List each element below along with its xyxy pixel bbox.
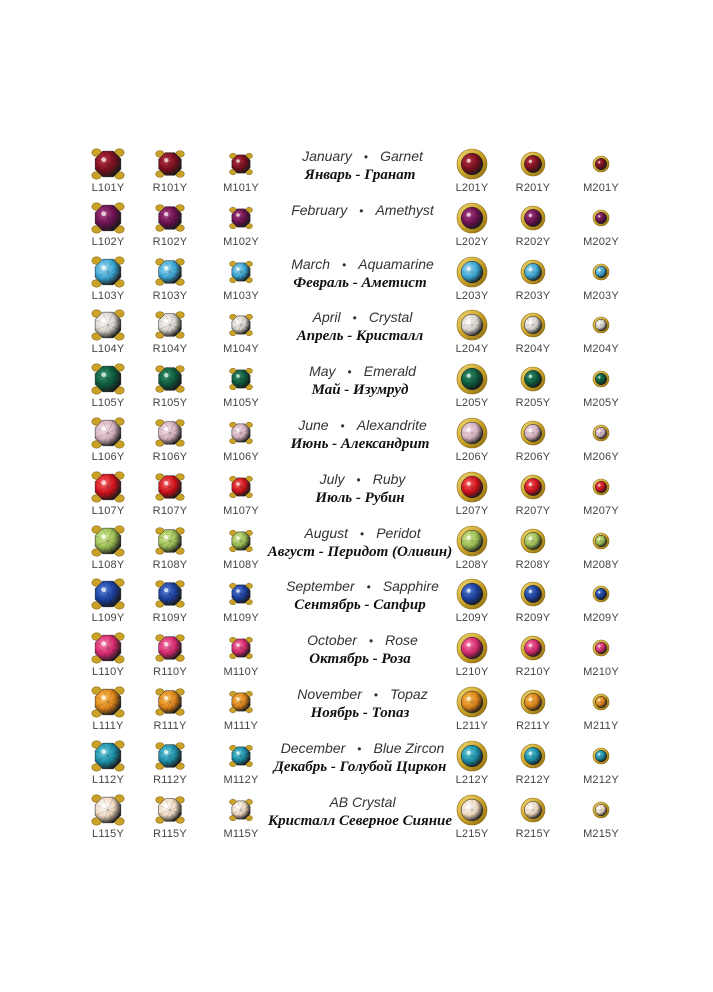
product-code: L215Y xyxy=(455,828,489,840)
stud-item[interactable] xyxy=(140,258,200,312)
month-name: June xyxy=(298,417,329,433)
stud-item[interactable] xyxy=(503,419,563,473)
stud-item[interactable] xyxy=(571,473,631,527)
separator-dot: • xyxy=(340,419,345,433)
product-code: R215Y xyxy=(515,828,551,840)
product-code: R202Y xyxy=(515,236,551,248)
product-code: L211Y xyxy=(456,720,488,732)
stud-item[interactable] xyxy=(571,365,631,419)
product-code: L205Y xyxy=(455,397,489,409)
product-code: L212Y xyxy=(455,774,489,786)
product-code: L109Y xyxy=(91,612,125,624)
stud-item[interactable] xyxy=(503,204,563,258)
separator-dot: • xyxy=(352,311,357,325)
product-code: L206Y xyxy=(455,451,489,463)
stud-item[interactable] xyxy=(78,365,138,419)
english-label xyxy=(265,578,460,594)
product-code: M109Y xyxy=(223,612,259,624)
prong-stud-icon xyxy=(88,363,128,397)
stud-item[interactable] xyxy=(78,796,138,850)
russian-label: Август - Перидот (Оливин) xyxy=(267,544,453,560)
stud-item[interactable] xyxy=(571,796,631,850)
product-code: M101Y xyxy=(223,182,259,194)
stud-item[interactable] xyxy=(140,527,200,581)
stud-item[interactable] xyxy=(503,258,563,312)
bezel-stud-icon xyxy=(581,471,621,505)
separator-dot: • xyxy=(366,580,371,594)
month-name: AB Crystal xyxy=(329,794,396,810)
stud-item[interactable] xyxy=(78,688,138,742)
product-code: M215Y xyxy=(583,828,619,840)
prong-stud-icon xyxy=(88,417,128,451)
bezel-stud-icon xyxy=(581,740,621,774)
product-code: R207Y xyxy=(515,505,551,517)
product-code: L208Y xyxy=(455,559,489,571)
bezel-stud-icon xyxy=(581,309,621,343)
product-code: M110Y xyxy=(223,666,259,678)
product-code: R106Y xyxy=(152,451,188,463)
prong-stud-icon xyxy=(88,740,128,774)
prong-stud-icon xyxy=(150,417,190,451)
month-name: April xyxy=(312,309,341,325)
prong-stud-icon xyxy=(88,148,128,182)
prong-stud-icon xyxy=(150,309,190,343)
stone-name: Aquamarine xyxy=(358,256,434,272)
stud-item[interactable] xyxy=(140,688,200,742)
bezel-stud-icon xyxy=(513,794,553,828)
stud-item[interactable] xyxy=(503,311,563,365)
product-code: M203Y xyxy=(583,290,619,302)
prong-stud-icon xyxy=(88,578,128,612)
product-code: R206Y xyxy=(515,451,551,463)
prong-stud-icon xyxy=(150,202,190,236)
prong-stud-icon xyxy=(150,578,190,612)
product-code: M102Y xyxy=(223,236,259,248)
russian-label: Май - Изумруд xyxy=(311,382,409,398)
russian-label: Октябрь - Роза xyxy=(309,651,411,667)
month-name: August xyxy=(304,525,349,541)
product-code: R201Y xyxy=(515,182,551,194)
product-code: R110Y xyxy=(153,666,187,678)
product-code: L209Y xyxy=(455,612,489,624)
product-code: R205Y xyxy=(515,397,551,409)
separator-dot: • xyxy=(356,473,361,487)
stone-row xyxy=(0,688,713,742)
product-code: L102Y xyxy=(91,236,125,248)
stud-item[interactable] xyxy=(78,204,138,258)
bezel-stud-icon xyxy=(513,471,553,505)
product-code: M207Y xyxy=(583,505,619,517)
english-label xyxy=(265,794,460,810)
month-name: November xyxy=(297,686,362,702)
product-code: R103Y xyxy=(152,290,188,302)
product-code: R102Y xyxy=(152,236,188,248)
prong-stud-icon xyxy=(88,686,128,720)
stud-item[interactable] xyxy=(140,150,200,204)
stud-item[interactable] xyxy=(140,419,200,473)
russian-label: Сентябрь - Сапфир xyxy=(294,597,426,613)
english-label xyxy=(265,525,460,541)
english-label xyxy=(265,202,460,218)
product-code: L201Y xyxy=(455,182,489,194)
english-label xyxy=(265,740,460,756)
product-code: R107Y xyxy=(152,505,188,517)
prong-stud-icon xyxy=(88,471,128,505)
product-code: M115Y xyxy=(223,828,259,840)
russian-label: Ноябрь - Топаз xyxy=(310,705,410,721)
product-code: L105Y xyxy=(91,397,125,409)
bezel-stud-icon xyxy=(581,202,621,236)
stone-row xyxy=(0,258,713,312)
bezel-stud-icon xyxy=(513,256,553,290)
separator-dot: • xyxy=(373,688,379,702)
prong-stud-icon xyxy=(88,256,128,290)
stud-item[interactable] xyxy=(503,634,563,688)
month-name: February xyxy=(291,202,348,218)
product-code: R209Y xyxy=(515,612,551,624)
stud-item[interactable] xyxy=(140,580,200,634)
bezel-stud-icon xyxy=(513,525,553,559)
stud-item[interactable] xyxy=(571,150,631,204)
stone-name: Amethyst xyxy=(375,202,434,218)
month-name: September xyxy=(286,578,355,594)
bezel-stud-icon xyxy=(513,148,553,182)
product-code: M209Y xyxy=(583,612,619,624)
stud-item[interactable] xyxy=(78,473,138,527)
stone-row xyxy=(0,365,713,419)
bezel-stud-icon xyxy=(513,202,553,236)
prong-stud-icon xyxy=(221,202,261,236)
stone-row xyxy=(0,204,713,258)
stone-row xyxy=(0,796,713,850)
prong-stud-icon xyxy=(88,309,128,343)
stone-name: Sapphire xyxy=(382,578,439,594)
product-code: R203Y xyxy=(515,290,551,302)
product-code: M206Y xyxy=(583,451,619,463)
russian-label: Февраль - Аметист xyxy=(293,275,427,291)
prong-stud-icon xyxy=(150,686,190,720)
product-code: M201Y xyxy=(583,182,619,194)
product-code: M111Y xyxy=(223,720,259,732)
stone-row xyxy=(0,580,713,634)
product-code: M112Y xyxy=(223,774,259,786)
separator-dot: • xyxy=(363,150,369,164)
stone-name: Garnet xyxy=(380,148,423,164)
bezel-stud-icon xyxy=(513,309,553,343)
product-code: M204Y xyxy=(583,343,619,355)
stud-item[interactable] xyxy=(503,150,563,204)
english-label xyxy=(265,417,460,433)
product-code: L112Y xyxy=(92,774,124,786)
stud-item[interactable] xyxy=(571,311,631,365)
product-code: R115Y xyxy=(153,828,187,840)
russian-label: Июль - Рубин xyxy=(315,490,405,506)
stud-item[interactable] xyxy=(78,527,138,581)
product-code: M104Y xyxy=(223,343,259,355)
stud-item[interactable] xyxy=(140,796,200,850)
stud-item[interactable] xyxy=(140,365,200,419)
prong-stud-icon xyxy=(150,148,190,182)
stud-item[interactable] xyxy=(571,634,631,688)
stone-name: Peridot xyxy=(376,525,421,541)
stud-item[interactable] xyxy=(571,688,631,742)
stone-name: Emerald xyxy=(363,363,416,379)
stud-item[interactable] xyxy=(140,742,200,796)
prong-stud-icon xyxy=(88,632,128,666)
prong-stud-icon xyxy=(150,740,190,774)
product-code: R211Y xyxy=(516,720,550,732)
product-code: L103Y xyxy=(91,290,125,302)
stone-name: Ruby xyxy=(372,471,406,487)
english-label xyxy=(265,256,460,272)
stone-name: Alexandrite xyxy=(356,417,427,433)
product-code: M211Y xyxy=(583,720,619,732)
stud-item[interactable] xyxy=(571,258,631,312)
russian-label: Январь - Гранат xyxy=(304,167,416,183)
product-code: R111Y xyxy=(153,720,187,732)
english-label xyxy=(265,471,460,487)
product-code: L101Y xyxy=(91,182,125,194)
product-code: R208Y xyxy=(515,559,551,571)
product-code: L106Y xyxy=(91,451,125,463)
bezel-stud-icon xyxy=(581,148,621,182)
bezel-stud-icon xyxy=(581,363,621,397)
stud-item[interactable] xyxy=(78,419,138,473)
product-code: L207Y xyxy=(455,505,489,517)
prong-stud-icon xyxy=(150,794,190,828)
product-code: M103Y xyxy=(223,290,259,302)
stud-item[interactable] xyxy=(78,580,138,634)
bezel-stud-icon xyxy=(581,525,621,559)
english-label xyxy=(265,148,460,164)
stone-name: Rose xyxy=(385,632,418,648)
stud-item[interactable] xyxy=(503,742,563,796)
bezel-stud-icon xyxy=(513,632,553,666)
bezel-stud-icon xyxy=(581,686,621,720)
prong-stud-icon xyxy=(150,525,190,559)
stud-item[interactable] xyxy=(78,258,138,312)
bezel-stud-icon xyxy=(513,363,553,397)
product-code: M106Y xyxy=(223,451,259,463)
product-code: M205Y xyxy=(583,397,619,409)
product-code: R101Y xyxy=(152,182,188,194)
prong-stud-icon xyxy=(150,363,190,397)
bezel-stud-icon xyxy=(513,417,553,451)
stone-name: Topaz xyxy=(390,686,428,702)
bezel-stud-icon xyxy=(581,256,621,290)
stone-row xyxy=(0,473,713,527)
english-label xyxy=(265,686,460,702)
product-code: L111Y xyxy=(92,720,124,732)
stud-item[interactable] xyxy=(503,473,563,527)
stud-item[interactable] xyxy=(571,580,631,634)
bezel-stud-icon xyxy=(513,578,553,612)
prong-stud-icon xyxy=(88,525,128,559)
product-code: L107Y xyxy=(91,505,125,517)
product-code: L104Y xyxy=(91,343,125,355)
english-label xyxy=(265,309,460,325)
bezel-stud-icon xyxy=(513,686,553,720)
prong-stud-icon xyxy=(150,256,190,290)
product-code: M105Y xyxy=(223,397,259,409)
product-code: M210Y xyxy=(583,666,619,678)
prong-stud-icon xyxy=(88,202,128,236)
stud-item[interactable] xyxy=(571,527,631,581)
separator-dot: • xyxy=(368,634,374,648)
stone-row xyxy=(0,150,713,204)
bezel-stud-icon xyxy=(581,578,621,612)
month-name: July xyxy=(319,471,345,487)
stud-item[interactable] xyxy=(140,634,200,688)
stud-item[interactable] xyxy=(78,311,138,365)
stone-name: Crystal xyxy=(368,309,413,325)
stud-item[interactable] xyxy=(503,365,563,419)
bezel-stud-icon xyxy=(581,632,621,666)
product-code: R108Y xyxy=(152,559,188,571)
product-code: L203Y xyxy=(455,290,489,302)
product-code: M202Y xyxy=(583,236,619,248)
separator-dot: • xyxy=(357,742,362,756)
stud-item[interactable] xyxy=(503,688,563,742)
separator-dot: • xyxy=(360,527,365,541)
month-name: May xyxy=(309,363,336,379)
stone-row xyxy=(0,311,713,365)
prong-stud-icon xyxy=(88,794,128,828)
stud-item[interactable] xyxy=(503,796,563,850)
english-label xyxy=(265,632,460,648)
stone-row xyxy=(0,419,713,473)
product-code: L204Y xyxy=(455,343,489,355)
product-code: R109Y xyxy=(152,612,188,624)
product-code: M108Y xyxy=(223,559,259,571)
stone-row xyxy=(0,634,713,688)
stud-item[interactable] xyxy=(503,527,563,581)
russian-label: Апрель - Кристалл xyxy=(296,328,424,344)
stone-name: Blue Zircon xyxy=(373,740,445,756)
stud-item[interactable] xyxy=(140,311,200,365)
month-name: March xyxy=(291,256,331,272)
product-code: R104Y xyxy=(152,343,188,355)
bezel-stud-icon xyxy=(581,417,621,451)
stud-item[interactable] xyxy=(78,150,138,204)
month-name: December xyxy=(280,740,346,756)
bezel-stud-icon xyxy=(513,740,553,774)
stone-row xyxy=(0,527,713,581)
stud-item[interactable] xyxy=(211,204,271,258)
stud-item[interactable] xyxy=(571,742,631,796)
product-code: M212Y xyxy=(583,774,619,786)
english-label xyxy=(265,363,460,379)
russian-label: Июнь - Александрит xyxy=(290,436,430,452)
stud-item[interactable] xyxy=(140,204,200,258)
product-code: R105Y xyxy=(152,397,188,409)
product-code: M208Y xyxy=(583,559,619,571)
stone-row xyxy=(0,742,713,796)
product-code: M107Y xyxy=(223,505,259,517)
stud-item[interactable] xyxy=(78,634,138,688)
bezel-stud-icon xyxy=(581,794,621,828)
stud-item[interactable] xyxy=(571,204,631,258)
month-name: October xyxy=(307,632,357,648)
product-code: L210Y xyxy=(455,666,489,678)
product-code: R210Y xyxy=(515,666,551,678)
separator-dot: • xyxy=(347,365,352,379)
product-code: L202Y xyxy=(455,236,489,248)
product-code: R204Y xyxy=(515,343,551,355)
product-code: L110Y xyxy=(92,666,124,678)
product-code: R212Y xyxy=(515,774,551,786)
month-name: January xyxy=(302,148,352,164)
russian-label: Декабрь - Голубой Циркон xyxy=(273,759,447,775)
stud-item[interactable] xyxy=(571,419,631,473)
stud-item[interactable] xyxy=(78,742,138,796)
product-code: L108Y xyxy=(91,559,125,571)
product-code: L115Y xyxy=(92,828,124,840)
product-code: R112Y xyxy=(153,774,187,786)
russian-label: Кристалл Северное Сияние xyxy=(267,813,453,829)
stud-item[interactable] xyxy=(503,580,563,634)
separator-dot: • xyxy=(359,204,364,218)
prong-stud-icon xyxy=(150,471,190,505)
separator-dot: • xyxy=(342,258,347,272)
stud-item[interactable] xyxy=(140,473,200,527)
prong-stud-icon xyxy=(150,632,190,666)
